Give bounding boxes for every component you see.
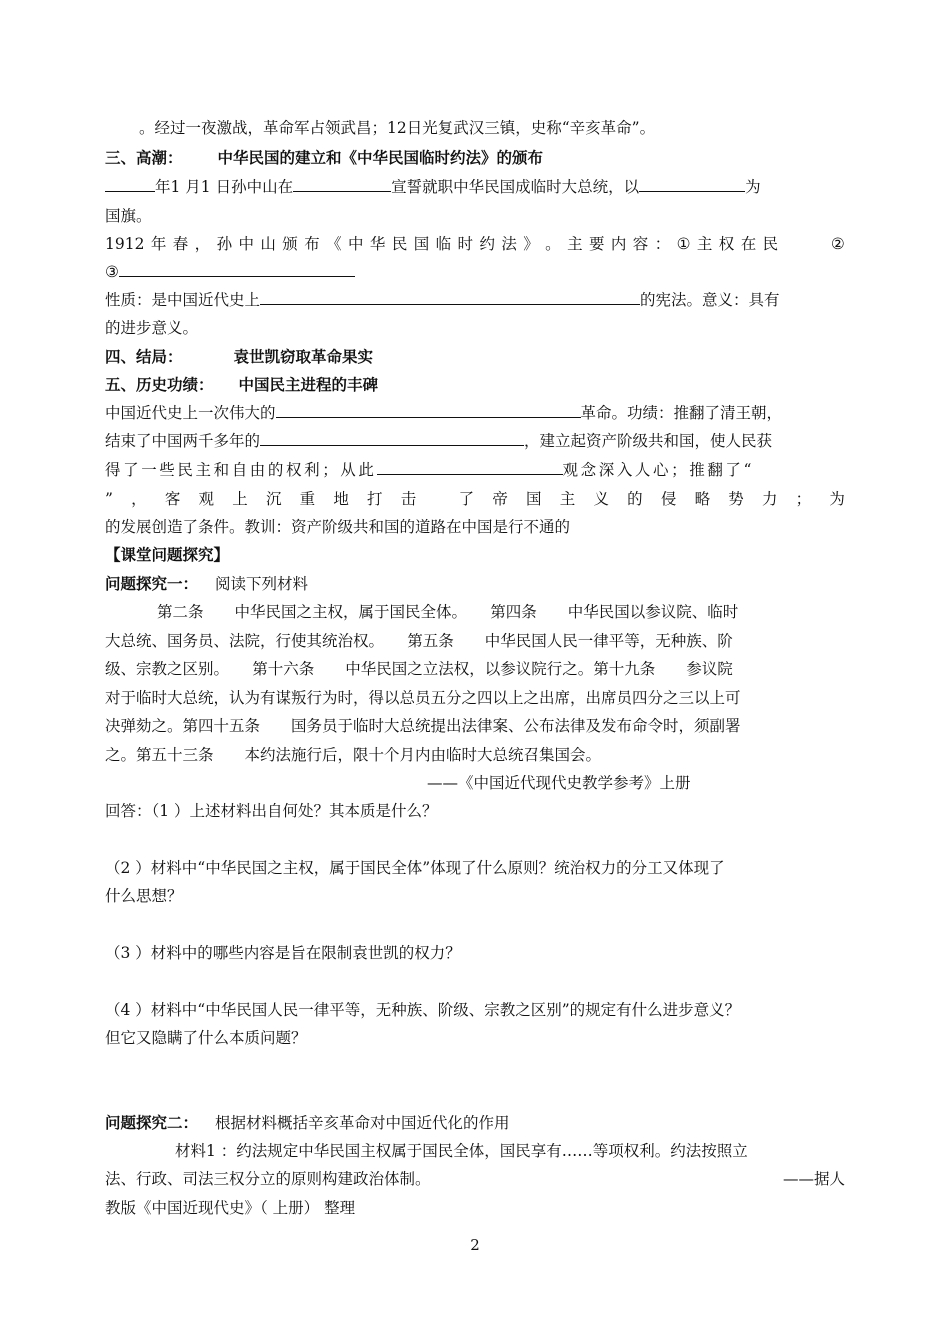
- section-heading-3: [105, 148, 845, 168]
- material-source: [105, 773, 845, 793]
- char: 为: [829, 490, 845, 508]
- material-line: [105, 631, 845, 651]
- paragraph-text: 性质：是中国近代史上: [105, 291, 261, 309]
- question-line: [105, 886, 845, 906]
- char: 重: [299, 490, 316, 508]
- char: 》: [523, 235, 539, 253]
- question-line: [105, 1028, 845, 1048]
- answer-prompt: [105, 801, 845, 821]
- question-text: （3 ）材料中的哪些内容是旨在限制袁世凯的权力？: [105, 944, 461, 962]
- char: 《: [326, 235, 342, 253]
- material-text: 大总统、国务员、法院，行使其统治权。 第五条 中华民国人民一律平等，无种族、阶: [105, 632, 733, 650]
- char: 打: [367, 490, 383, 508]
- char: 中: [238, 235, 254, 253]
- blank-underline: [377, 460, 563, 475]
- section-title: 中国民主进程的丰碑: [238, 376, 378, 394]
- char: 临: [435, 235, 452, 253]
- char: 义: [593, 490, 609, 508]
- text-line: [105, 318, 845, 338]
- char: 春: [172, 235, 189, 253]
- char: 布: [304, 235, 320, 253]
- material-text: 级、宗教之区别。 第十六条 中华民国之立法权，以参议院行之。第十九条 参议院: [105, 660, 733, 678]
- section-heading-5: [105, 375, 845, 395]
- material-line: [105, 1198, 845, 1218]
- section-title: 袁世凯窃取革命果实: [233, 348, 373, 366]
- char: 颁: [282, 235, 298, 253]
- question-line: [105, 1000, 845, 1020]
- char: 观: [198, 490, 215, 508]
- text-line: [105, 262, 845, 282]
- text-line: [105, 290, 845, 310]
- char: ”: [105, 490, 113, 508]
- paragraph-text: 为: [745, 178, 761, 196]
- material-text: 法、行政、司法三权分立的原则构建政治体制。: [105, 1170, 431, 1188]
- blank-underline: [105, 177, 155, 192]
- char: 国: [526, 490, 542, 508]
- char: 容: [632, 235, 649, 253]
- material-text: 对于临时大总统，认为有谋叛行为时，得以总员五分之四以上之出席，出席员四分之三以上可: [105, 689, 741, 707]
- char: ；: [795, 490, 812, 508]
- char: 法: [501, 235, 517, 253]
- char: 。: [545, 235, 561, 253]
- text-line: [105, 403, 845, 423]
- char: 权: [718, 235, 735, 253]
- char: 势: [728, 490, 744, 508]
- char: 主: [567, 235, 583, 253]
- section-title: 中华民国的建立和《中华民国临时约法》的颁布: [217, 149, 543, 167]
- char: ，: [194, 235, 211, 253]
- char: 内: [610, 235, 627, 253]
- material-line: [105, 1141, 845, 1161]
- paragraph-text: 革命。功绩：推翻了清王朝，: [580, 404, 783, 422]
- section-heading-4: [105, 347, 845, 367]
- text-line: [105, 177, 845, 197]
- blank-underline: [119, 262, 355, 277]
- page-number: 2: [470, 1236, 480, 1254]
- char: 时: [457, 235, 474, 253]
- text-line: [105, 517, 845, 537]
- text-line-justified: [105, 234, 845, 254]
- question-heading-1: [105, 574, 845, 594]
- material-text: 材料1 ：约法规定中华民国主权属于国民全体，国民享有……等项权利。约法按照立: [175, 1142, 748, 1160]
- material-text: 之。第五十三条 本约法施行后，限十个月内由临时大总统召集国会。: [105, 746, 602, 764]
- char: 沉: [265, 490, 282, 508]
- paragraph-text: 的发展创造了条件。教训：资产阶级共和国的道路在中国是行不通的: [105, 518, 571, 536]
- question-line: [105, 943, 845, 963]
- char: 民: [391, 235, 408, 253]
- source-text: 教版《中国近现代史》（ 上册） 整理: [105, 1199, 356, 1217]
- char: ②: [830, 235, 845, 253]
- material-text: 第二条 中华民国之主权，属于国民全体。 第四条 中华民国以参议院、临时: [157, 603, 739, 621]
- material-line: [105, 745, 845, 765]
- source-text: ——《中国近代现代史教学参考》上册: [427, 774, 691, 792]
- char: ：: [654, 235, 671, 253]
- material-line: [105, 659, 845, 679]
- question-title: 阅读下列材料: [214, 575, 308, 593]
- char: 华: [369, 235, 386, 253]
- char: 主: [559, 490, 576, 508]
- spacer: [785, 234, 825, 254]
- char: 了: [458, 490, 475, 508]
- char: 上: [232, 490, 248, 508]
- blank-underline: [260, 431, 524, 446]
- paragraph-text: 的进步意义。: [105, 319, 199, 337]
- text-line: [105, 460, 845, 480]
- char: 要: [588, 235, 605, 253]
- blank-underline: [276, 403, 581, 418]
- paragraph-text: 观念深入人心；推翻了“: [562, 461, 755, 479]
- char: 帝: [492, 490, 508, 508]
- paragraph-text: 中国近代史上一次伟大的: [105, 404, 276, 422]
- paragraph-text: 宣誓就职中华民国成临时大总统，以: [391, 178, 640, 196]
- char: 主: [696, 235, 713, 253]
- question-line: [105, 858, 845, 878]
- char: 击: [400, 490, 417, 508]
- question-text: 回答：（1 ）上述材料出自何处？其本质是什么？: [105, 802, 438, 820]
- char: 在: [740, 235, 757, 253]
- char: 国: [413, 235, 430, 253]
- char: 中: [348, 235, 364, 253]
- text-line: [105, 431, 845, 451]
- question-text: （4 ）材料中“中华民国人民一律平等，无种族、阶级、宗教之区别”的规定有什么进步意义？: [105, 1001, 741, 1019]
- class-heading: [105, 545, 845, 565]
- char: 客: [164, 490, 181, 508]
- paragraph-text: ③: [105, 263, 119, 281]
- char: 侵: [660, 490, 677, 508]
- char: 的: [627, 490, 643, 508]
- paragraph-text: ，建立起资产阶级共和国，使人民获: [524, 432, 773, 450]
- question-heading-2: [105, 1113, 845, 1133]
- paragraph-text: 的宪法。意义：具有: [640, 291, 780, 309]
- text-line-justified: [105, 489, 845, 509]
- char: 地: [333, 490, 349, 508]
- question-label: 问题探究一：: [105, 575, 199, 593]
- section-label: 五、历史功绩：: [105, 376, 214, 394]
- source-text: ——据人: [782, 1170, 845, 1188]
- question-text: （2 ）材料中“中华民国之主权，属于国民全体”体现了什么原则？统治权力的分工又体现了: [105, 859, 725, 877]
- question-text: 什么思想？: [105, 887, 183, 905]
- blank-underline: [639, 177, 745, 192]
- blank-underline: [260, 290, 640, 305]
- char: 略: [694, 490, 711, 508]
- char: 年: [150, 235, 167, 253]
- material-line: [105, 716, 845, 736]
- char: ①: [676, 235, 691, 253]
- section-label: 三、高潮：: [105, 149, 183, 167]
- material-line: [105, 688, 845, 708]
- paragraph-text: 国旗。: [105, 207, 152, 225]
- paragraph-text: 年1 月1 日孙中山在: [155, 178, 294, 196]
- char: 1912: [105, 235, 145, 253]
- char: 民: [762, 235, 779, 253]
- blank-underline: [293, 177, 391, 192]
- spacer: [434, 489, 440, 509]
- paragraph-text: 得了一些民主和自由的权利；从此: [105, 461, 377, 479]
- paragraph-text: 结束了中国两千多年的: [105, 432, 261, 450]
- question-label: 问题探究二：: [105, 1114, 199, 1132]
- material-line: [105, 602, 845, 622]
- material-text: 决弹劾之。第四十五条 国务员于临时大总统提出法律案、公布法律及发布命令时，须副署: [105, 717, 741, 735]
- question-text: 但它又隐瞒了什么本质问题？: [105, 1029, 307, 1047]
- paragraph-text: 。经过一夜激战，革命军占领武昌；12日光复武汉三镇，史称“辛亥革命”。: [139, 119, 656, 137]
- char: 约: [479, 235, 495, 253]
- text-line: [105, 206, 845, 226]
- class-title: 【课堂问题探究】: [105, 546, 230, 564]
- text-line: [105, 118, 845, 138]
- question-title: 根据材料概括辛亥革命对中国近代化的作用: [214, 1114, 510, 1132]
- char: ，: [131, 490, 147, 508]
- section-label: 四、结局：: [105, 348, 183, 366]
- char: 山: [260, 235, 276, 253]
- material-line: [105, 1169, 845, 1189]
- char: 力: [761, 490, 778, 508]
- char: 孙: [216, 235, 233, 253]
